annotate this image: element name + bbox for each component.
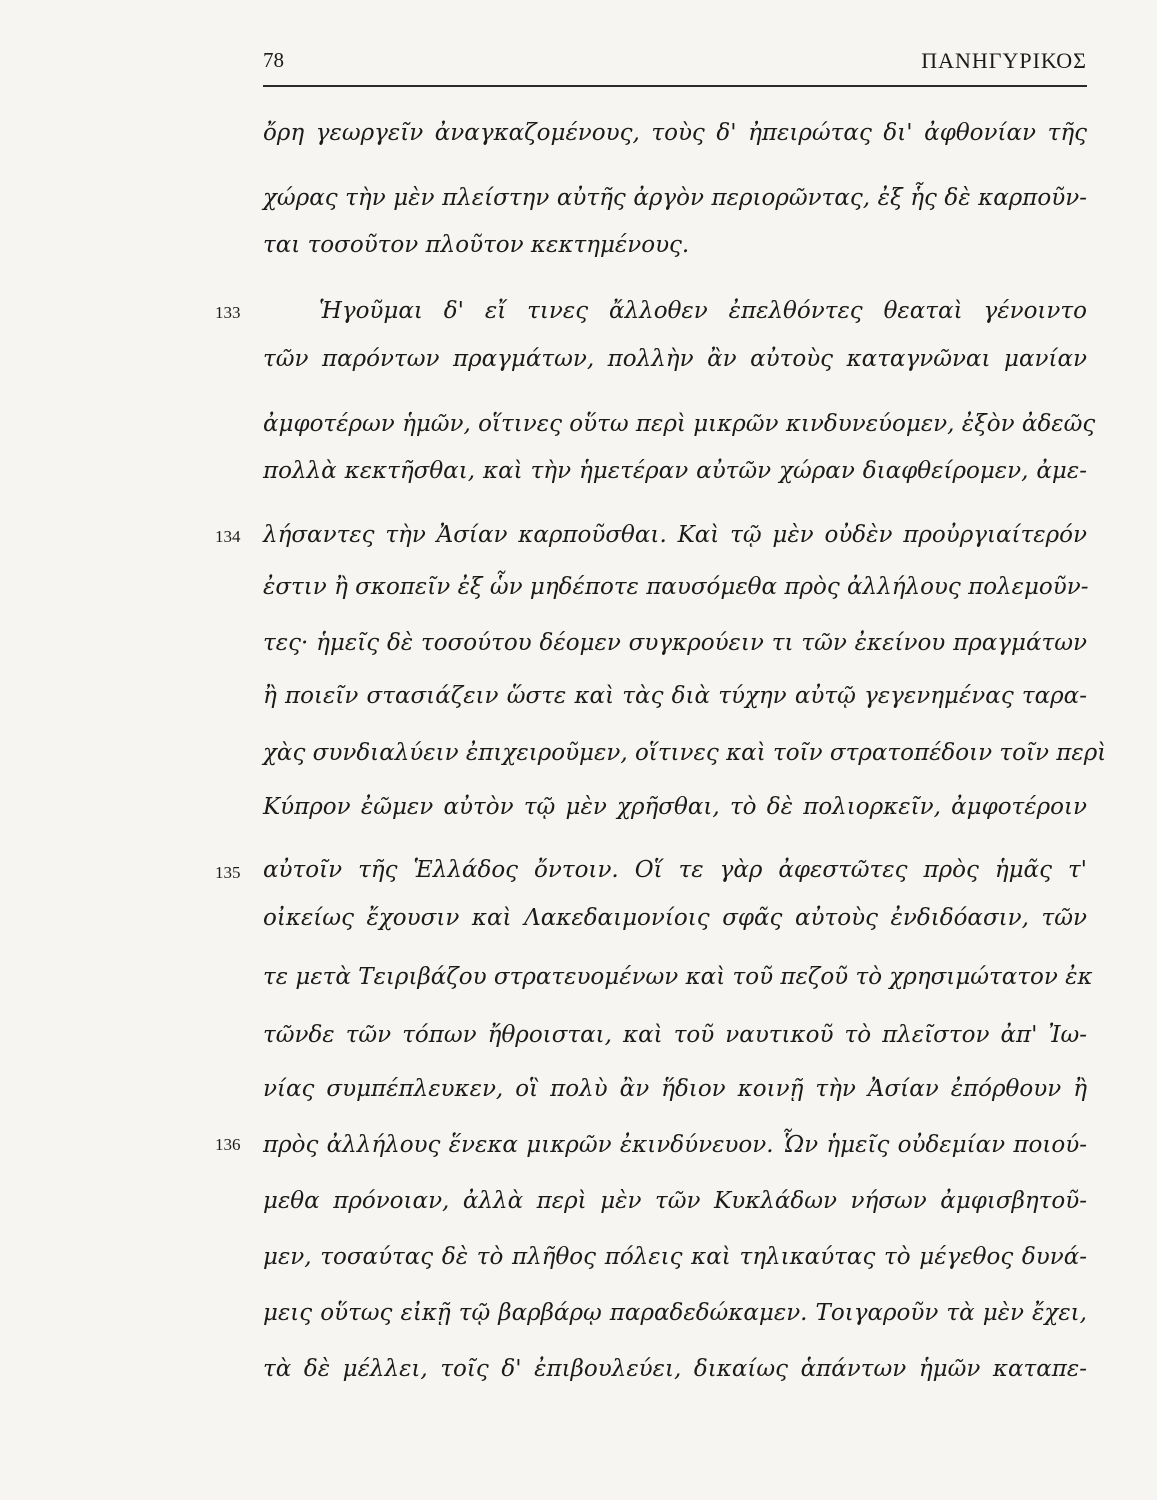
running-title: ΠΑΝΗΓΥΡΙΚΟΣ [921, 48, 1087, 73]
header-rule [263, 85, 1087, 87]
text-line: λήσαντες τὴν Ἀσίαν καρποῦσθαι. Καὶ τῷ μὲν οὐδὲν προὐργιαίτερόν [263, 522, 1087, 548]
section-number-135: 135 [215, 863, 241, 882]
text-line: χὰς συνδιαλύειν ἐπιχειροῦμεν, οἵτινες καὶ τοῖν στρατοπέδοιν τοῖν περὶ [263, 740, 1107, 766]
text-line: ὄρη γεωργεῖν ἀναγκαζομένους, τοὺς δ' ἠπειρώτας δι' ἀφθονίαν τῆς [263, 120, 1087, 146]
text-line: τὰ δὲ μέλλει, τοῖς δ' ἐπιβουλεύει, δικαίως ἁπάντων ἡμῶν καταπε- [263, 1356, 1087, 1382]
text-line: ἐστιν ἢ σκοπεῖν ἐξ ὧν μηδέποτε παυσόμεθα πρὸς ἀλλήλους πολεμοῦν- [263, 574, 1089, 600]
section-number-133: 133 [215, 303, 241, 322]
text-line: Κύπρον ἐῶμεν αὐτὸν τῷ μὲν χρῆσθαι, τὸ δὲ πολιορκεῖν, ἀμφοτέροιν [263, 794, 1087, 820]
text-line: τῶν παρόντων πραγμάτων, πολλὴν ἂν αὐτοὺς καταγνῶναι μανίαν [263, 346, 1087, 372]
text-line: ἢ ποιεῖν στασιάζειν ὥστε καὶ τὰς διὰ τύχην αὐτῷ γεγενημένας ταρα- [263, 683, 1087, 709]
text-line: αὐτοῖν τῆς Ἑλλάδος ὄντοιν. Οἵ τε γὰρ ἀφεστῶτες πρὸς ἡμᾶς τ' [263, 857, 1087, 883]
page-number: 78 [263, 48, 284, 72]
text-line: τε μετὰ Τειριβάζου στρατευομένων καὶ τοῦ πεζοῦ τὸ χρησιμώτατον ἐκ [263, 964, 1093, 990]
text-line: μεθα πρόνοιαν, ἀλλὰ περὶ μὲν τῶν Κυκλάδων νήσων ἀμφισβητοῦ- [263, 1188, 1087, 1214]
text-line: οἰκείως ἔχουσιν καὶ Λακεδαιμονίοις σφᾶς αὐτοὺς ἐνδιδόασιν, τῶν [263, 905, 1087, 931]
text-line: ται τοσοῦτον πλοῦτον κεκτημένους. [263, 232, 690, 258]
text-line: ἀμφοτέρων ἡμῶν, οἵτινες οὕτω περὶ μικρῶν κινδυνεύομεν, ἐξὸν ἀδεῶς [263, 411, 1096, 437]
text-line: μεις οὕτως εἰκῇ τῷ βαρβάρῳ παραδεδώκαμεν. Τοιγαροῦν τὰ μὲν ἔχει, [263, 1300, 1087, 1326]
text-line: νίας συμπέπλευκεν, οἳ πολὺ ἂν ἥδιον κοινῇ τὴν Ἀσίαν ἐπόρθουν ἢ [263, 1076, 1087, 1102]
text-line: τες· ἡμεῖς δὲ τοσούτου δέομεν συγκρούειν τι τῶν ἐκείνου πραγμάτων [263, 630, 1087, 656]
text-line: χώρας τὴν μὲν πλείστην αὐτῆς ἀργὸν περιορῶντας, ἐξ ἧς δὲ καρποῦν- [263, 185, 1087, 211]
text-line: πρὸς ἀλλήλους ἕνεκα μικρῶν ἐκινδύνευον. Ὧν ἡμεῖς οὐδεμίαν ποιού- [263, 1132, 1087, 1158]
section-number-134: 134 [215, 527, 241, 546]
text-line: Ἡγοῦμαι δ' εἴ τινες ἄλλοθεν ἐπελθόντες θεαταὶ γένοιντο [319, 298, 1087, 324]
text-line: πολλὰ κεκτῆσθαι, καὶ τὴν ἡμετέραν αὐτῶν χώραν διαφθείρομεν, ἀμε- [263, 458, 1087, 484]
section-number-136: 136 [215, 1135, 241, 1154]
text-line: μεν, τοσαύτας δὲ τὸ πλῆθος πόλεις καὶ τηλικαύτας τὸ μέγεθος δυνά- [263, 1244, 1087, 1270]
text-line: τῶνδε τῶν τόπων ἤθροισται, καὶ τοῦ ναυτικοῦ τὸ πλεῖστον ἀπ' Ἰω- [263, 1022, 1087, 1048]
